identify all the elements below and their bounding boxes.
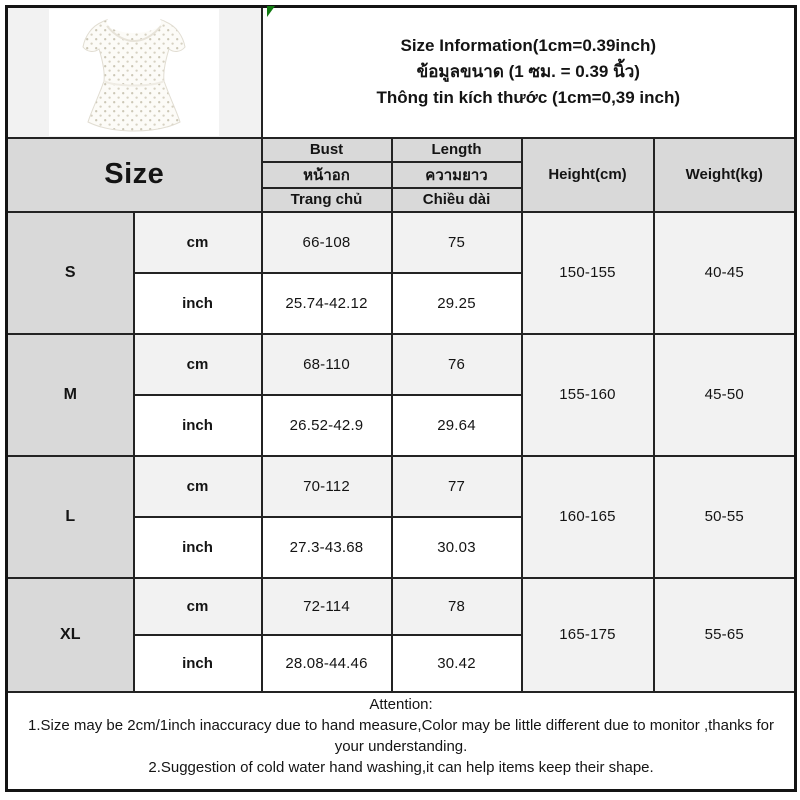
dress-image	[49, 10, 219, 134]
size-xl-length-cm: 78	[392, 578, 522, 635]
size-xl-unit-cm: cm	[134, 578, 262, 635]
size-m-length-inch: 29.64	[392, 395, 522, 456]
size-m-unit-inch: inch	[134, 395, 262, 456]
size-l-length-cm: 77	[392, 456, 522, 517]
product-photo-cell	[7, 7, 262, 138]
size-s-weight: 40-45	[654, 212, 796, 334]
size-l-height: 160-165	[522, 456, 654, 578]
size-xl-bust-inch: 28.08-44.46	[262, 635, 392, 692]
size-s-length-inch: 29.25	[392, 273, 522, 334]
green-corner-marker-icon	[267, 6, 275, 17]
attention-note-1: 1.Size may be 2cm/1inch inaccuracy due to hand measure,Color may be little different due to monitor ,thanks for your understanding.	[28, 716, 774, 755]
bust-header-en: Bust	[262, 138, 392, 162]
size-l-unit-cm: cm	[134, 456, 262, 517]
size-l-bust-inch: 27.3-43.68	[262, 517, 392, 578]
size-l-bust-cm: 70-112	[262, 456, 392, 517]
title-line-th: ข้อมูลขนาด (1 ซม. = 0.39 นิ้ว)	[416, 62, 640, 82]
size-xl-height: 165-175	[522, 578, 654, 692]
weight-header: Weight(kg)	[654, 138, 796, 212]
attention-section	[7, 692, 796, 791]
size-m-height: 155-160	[522, 334, 654, 456]
size-s-unit-inch: inch	[134, 273, 262, 334]
title-line-vi: Thông tin kích thước (1cm=0,39 inch)	[376, 88, 681, 108]
bust-header-th: หน้าอก	[262, 162, 392, 188]
length-header-vi: Chiều dài	[392, 188, 522, 212]
size-m-unit-cm: cm	[134, 334, 262, 395]
size-l-length-inch: 30.03	[392, 517, 522, 578]
title-cell	[262, 7, 796, 138]
size-s-height: 150-155	[522, 212, 654, 334]
size-l-label: L	[7, 456, 134, 578]
height-header: Height(cm)	[522, 138, 654, 212]
size-l-unit-inch: inch	[134, 517, 262, 578]
size-s-label: S	[7, 212, 134, 334]
size-xl-length-inch: 30.42	[392, 635, 522, 692]
size-xl-label: XL	[7, 578, 134, 692]
size-m-weight: 45-50	[654, 334, 796, 456]
size-s-bust-cm: 66-108	[262, 212, 392, 273]
size-xl-bust-cm: 72-114	[262, 578, 392, 635]
title-line-en: Size Information(1cm=0.39inch)	[400, 36, 657, 56]
size-xl-weight: 55-65	[654, 578, 796, 692]
size-s-length-cm: 75	[392, 212, 522, 273]
size-s-unit-cm: cm	[134, 212, 262, 273]
size-l-weight: 50-55	[654, 456, 796, 578]
size-m-bust-inch: 26.52-42.9	[262, 395, 392, 456]
bust-header-vi: Trang chủ	[262, 188, 392, 212]
length-header-th: ความยาว	[392, 162, 522, 188]
size-m-bust-cm: 68-110	[262, 334, 392, 395]
size-xl-unit-inch: inch	[134, 635, 262, 692]
size-s-bust-inch: 25.74-42.12	[262, 273, 392, 334]
size-m-length-cm: 76	[392, 334, 522, 395]
size-m-label: M	[7, 334, 134, 456]
product-photo	[49, 9, 219, 136]
attention-note-2: 2.Suggestion of cold water hand washing,it can help items keep their shape.	[148, 758, 654, 776]
length-header-en: Length	[392, 138, 522, 162]
size-column-header: Size	[7, 138, 262, 212]
attention-heading: Attention:	[369, 695, 433, 713]
size-chart-table	[5, 5, 797, 792]
